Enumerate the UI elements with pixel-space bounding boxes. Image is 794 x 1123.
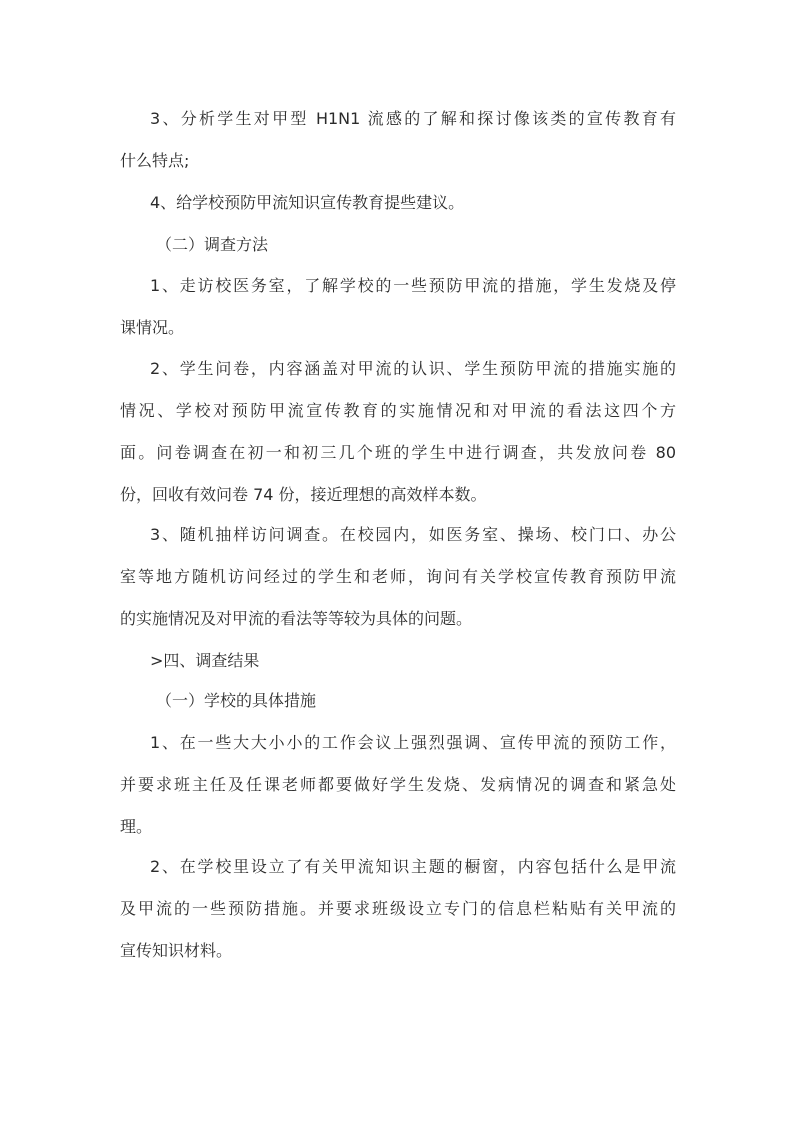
- text-line: 面。问卷调查在初一和初三几个班的学生中进行调查，共发放问卷 80: [120, 443, 676, 462]
- heading-text: （二）调查方法: [156, 235, 269, 254]
- text-line: 份，回收有效问卷 74 份，接近理想的高效样本数。: [120, 485, 487, 504]
- text-line: 2、在学校里设立了有关甲流知识主题的橱窗，内容包括什么是甲流: [150, 857, 676, 876]
- text-line: 室等地方随机访问经过的学生和老师，询问有关学校宣传教育预防甲流: [120, 567, 676, 586]
- text-line: 1、走访校医务室，了解学校的一些预防甲流的措施，学生发烧及停: [150, 276, 676, 295]
- text-line: 及甲流的一些预防措施。并要求班级设立专门的信息栏粘贴有关甲流的: [120, 899, 676, 918]
- text-line: 3、随机抽样访问调查。在校园内，如医务室、操场、校门口、办公: [150, 525, 676, 544]
- text-line: 课情况。: [120, 318, 185, 337]
- text-line: 宣传知识材料。: [120, 941, 233, 960]
- paragraph-objective-3: [120, 98, 676, 182]
- section-heading-results: [120, 640, 676, 682]
- section-heading-school-measures: [120, 680, 676, 722]
- paragraph-method-1: [120, 265, 676, 349]
- text-line: 理。: [120, 817, 153, 836]
- paragraph-measure-2: [120, 846, 676, 972]
- paragraph-objective-4: [120, 182, 676, 224]
- text-line: 情况、学校对预防甲流宣传教育的实施情况和对甲流的看法这四个方: [120, 401, 676, 420]
- heading-text: >四、调查结果: [150, 651, 260, 670]
- text-line: 2、学生问卷，内容涵盖对甲流的认识、学生预防甲流的措施实施的: [150, 359, 676, 378]
- paragraph-method-2: [120, 348, 676, 516]
- text-line: 并要求班主任及任课老师都要做好学生发烧、发病情况的调查和紧急处: [120, 775, 676, 794]
- text-line: 什么特点;: [120, 151, 190, 170]
- text-line: 的实施情况及对甲流的看法等等较为具体的问题。: [120, 609, 473, 628]
- text-line: 4、给学校预防甲流知识宣传教育提些建议。: [150, 193, 465, 212]
- text-line: 1、在一些大大小小的工作会议上强烈强调、宣传甲流的预防工作，: [150, 733, 676, 752]
- heading-text: （一）学校的具体措施: [156, 691, 317, 710]
- text-line: 3、分析学生对甲型 H1N1 流感的了解和探讨像该类的宣传教育有: [150, 109, 676, 128]
- section-heading-survey-methods: [120, 224, 676, 266]
- paragraph-measure-1: [120, 722, 676, 848]
- paragraph-method-3: [120, 514, 676, 640]
